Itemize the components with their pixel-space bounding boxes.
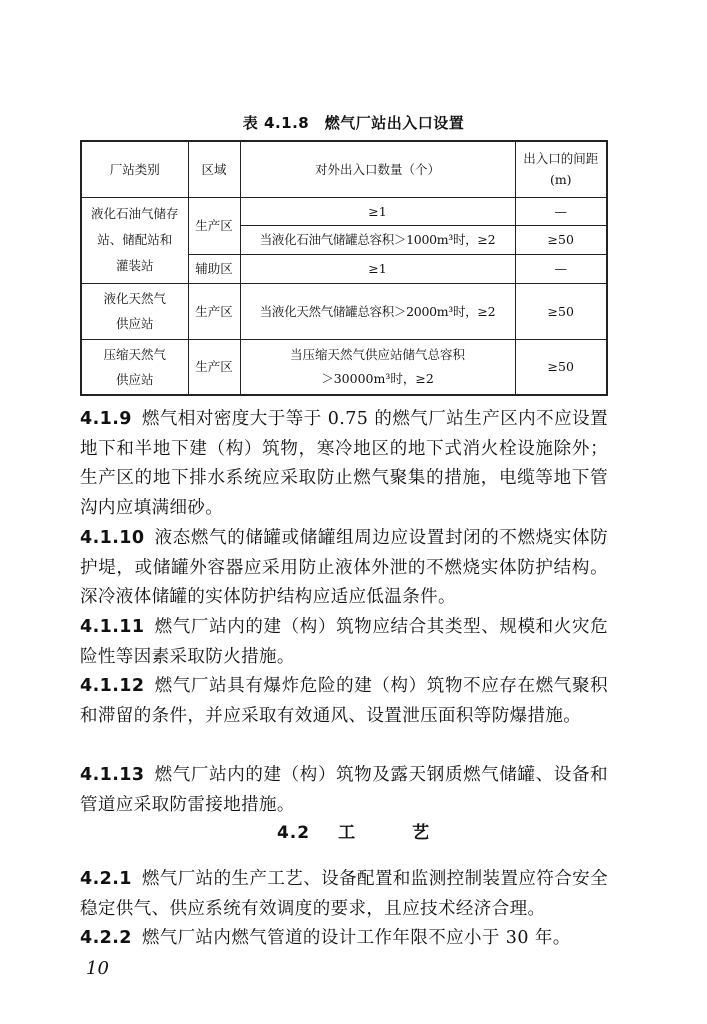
- table-row: [81, 339, 607, 395]
- area-cell: 生产区: [188, 339, 240, 395]
- count-cell: 当液化石油气储罐总容积＞1000m³时，≥2: [240, 225, 515, 254]
- spacing-cell: ≥50: [515, 283, 607, 339]
- clause-4-1-12: 4.1.12 燃气厂站具有爆炸危险的建（构）筑物不应存在燃气聚积和滞留的条件，并应采取有效通风、设置泄压面积等防爆措施。: [80, 676, 608, 726]
- header-type: 厂站类别: [81, 141, 188, 197]
- table-title: 表 4.1.8 燃气厂站出入口设置: [242, 114, 465, 132]
- table-header-row: [81, 141, 607, 197]
- type-cell: 压缩天然气 供应站: [81, 339, 188, 395]
- clause-4-1-9: 4.1.9 燃气相对密度大于等于 0.75 的燃气厂站生产区内不应设置地下和半地下建（构）筑物，寒冷地区的地下式消火栓设施除外；生产区的地下排水系统应采取防止燃气聚集的措施，电缆等地下管沟内应填满细砂。: [80, 409, 608, 518]
- count-cell: ≥1: [240, 254, 515, 283]
- header-area: 区域: [188, 141, 240, 197]
- clause-4-1-11: 4.1.11 燃气厂站内的建（构）筑物应结合其类型、规模和火灾危险性等因素采取防火措施。: [80, 617, 608, 667]
- page-number: 10: [86, 958, 109, 979]
- header-count: 对外出入口数量（个）: [240, 141, 515, 197]
- type-cell: 液化天然气 供应站: [81, 283, 188, 339]
- spacing-cell: ≥50: [515, 225, 607, 254]
- area-cell: 生产区: [188, 197, 240, 254]
- type-cell: 液化石油气储存 站、储配站和 灌装站: [81, 197, 188, 283]
- clause-4-2-1: 4.2.1 燃气厂站的生产工艺、设备配置和监测控制装置应符合安全稳定供气、供应系统有效调度的要求，且应技术经济合理。: [80, 869, 608, 919]
- area-cell: 生产区: [188, 283, 240, 339]
- count-cell: 当液化天然气储罐总容积＞2000m³时，≥2: [240, 283, 515, 339]
- clause-4-2-2: 4.2.2 燃气厂站内燃气管道的设计工作年限不应小于 30 年。: [80, 928, 571, 948]
- spacing-cell: —: [515, 197, 607, 225]
- header-spacing: 出入口的间距 (m): [515, 141, 607, 197]
- area-cell: 辅助区: [188, 254, 240, 283]
- spacing-cell: —: [515, 254, 607, 283]
- clause-4-1-13: 4.1.13 燃气厂站内的建（构）筑物及露天钢质燃气储罐、设备和管道应采取防雷接地措施。: [80, 765, 608, 815]
- clause-4-1-10: 4.1.10 液态燃气的储罐或储罐组周边应设置封闭的不燃烧实体防护堤，或储罐外容器应采用防止液体外泄的不燃烧实体防护结构。深冷液体储罐的实体防护结构应适应低温条件。: [80, 528, 608, 607]
- table-row: [81, 283, 607, 339]
- section-heading: 4.2 工 艺: [276, 823, 431, 843]
- table-row: [81, 197, 607, 225]
- spacing-cell: ≥50: [515, 339, 607, 395]
- count-cell: ≥1: [240, 197, 515, 225]
- entrance-table: [80, 140, 608, 396]
- count-cell: 当压缩天然气供应站储气总容积 ＞30000m³时，≥2: [240, 339, 515, 395]
